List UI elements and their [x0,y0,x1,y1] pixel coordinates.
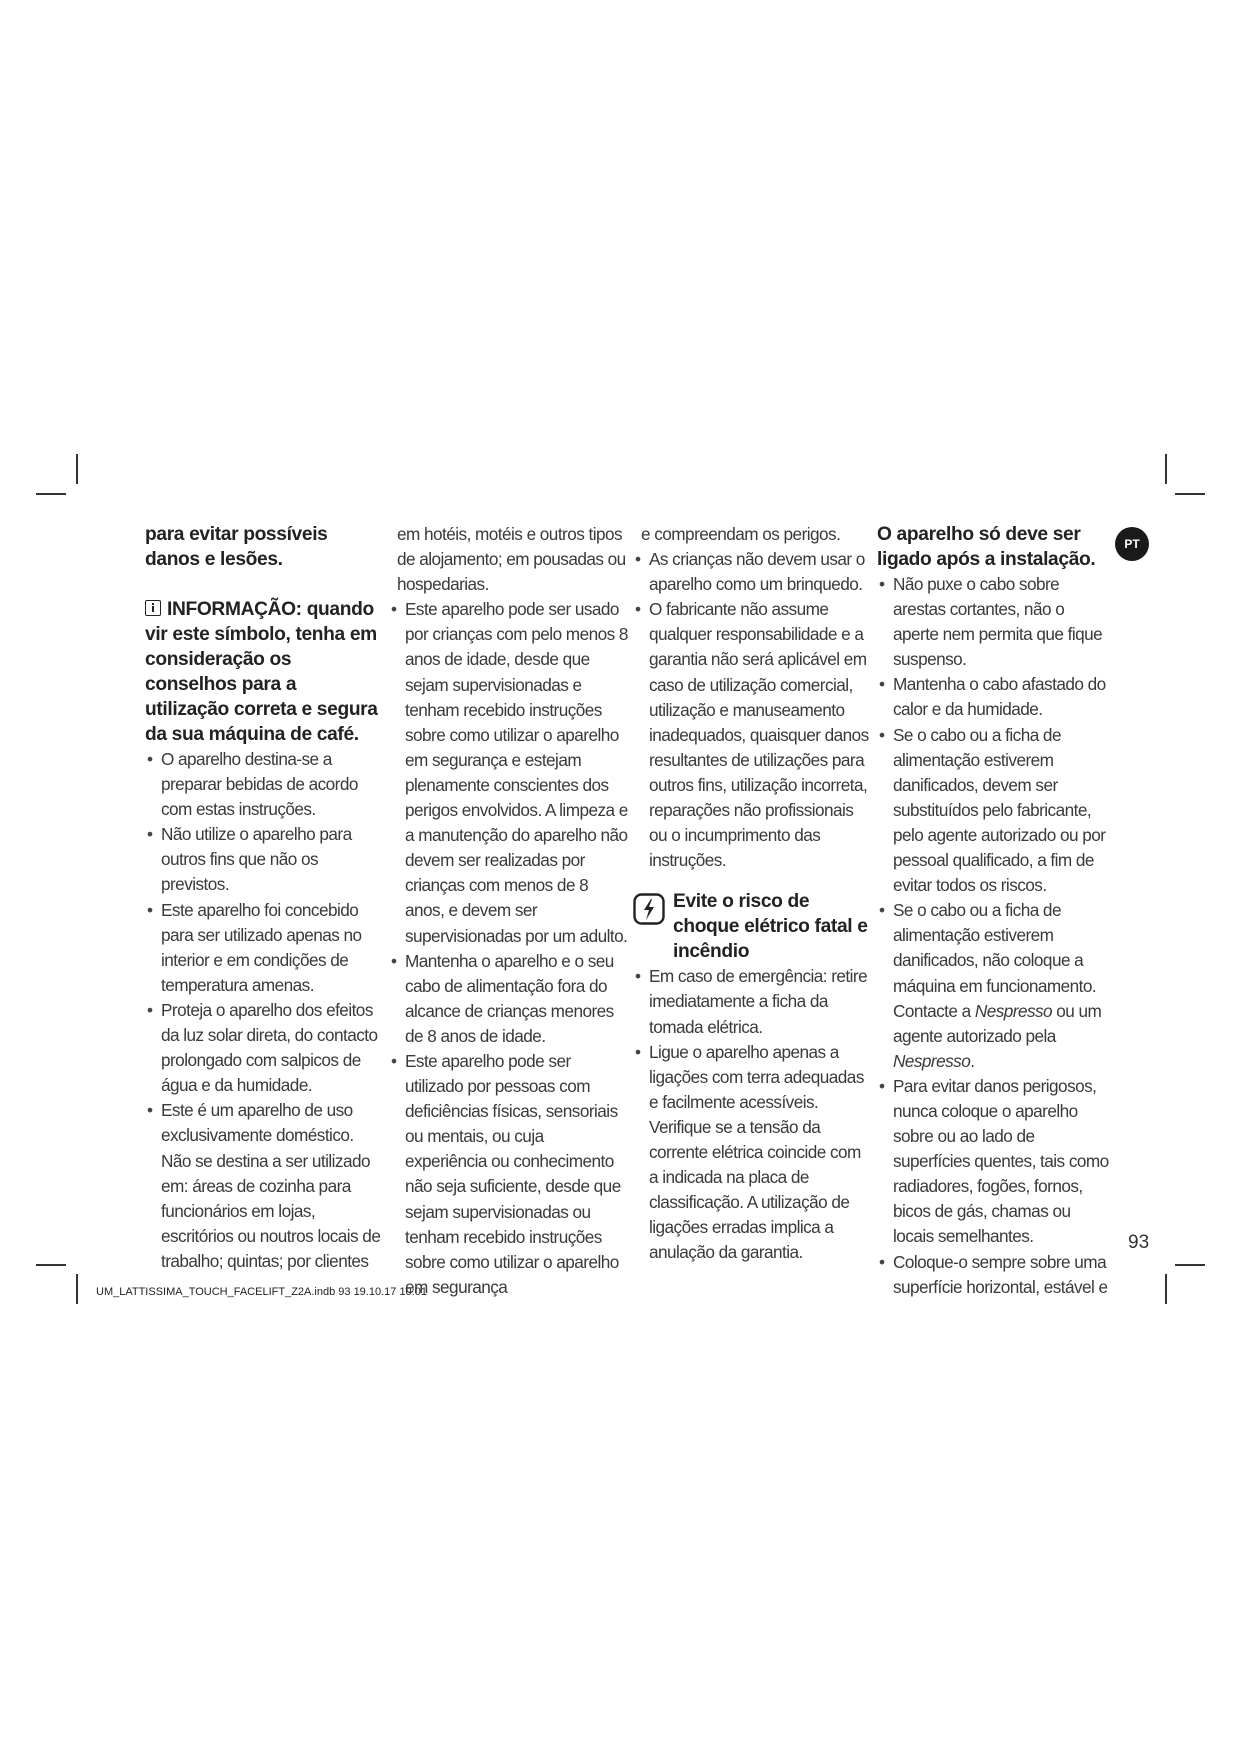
list-item: • Coloque-o sempre sobre uma superfície horizontal, estável e [877,1250,1113,1300]
crop-mark-bottom-left [76,1274,78,1304]
brand-name: Nespresso [893,1050,971,1071]
crop-mark-bottom-right [1165,1274,1167,1304]
brand-name: Nespresso [974,1000,1053,1021]
list-item: • Este aparelho pode ser utilizado por pessoas com deficiências físicas, sensoriais ou mentais, ou cuja experiência ou conhecimento não seja suficiente, desde que sejam supervisionadas ou tenham recebido instruções sobre como utilizar o aparelho em segurança [389,1049,629,1300]
list-item: • Este é um aparelho de uso exclusivamente doméstico. Não se destina a ser utilizado em: áreas de cozinha para funcionários em lojas, escritórios ou noutros locais de trabalho; quintas; por clientes [145,1098,383,1274]
crop-mark-top-left-h [36,493,66,495]
list-item: • O aparelho destina-se a preparar bebidas de acordo com estas instruções. [145,747,383,822]
column-2 [389,522,629,1300]
info-icon [145,600,161,616]
electric-shock-icon [633,893,665,925]
list-item: • Se o cabo ou a ficha de alimentação estiverem danificados, não coloque a máquina em funcionamento. Contacte a Nespresso ou um agente autorizado pela Nespresso. [877,898,1113,1074]
list-item: • Em caso de emergência: retire imediatamente a ficha da tomada elétrica. [633,964,871,1039]
list-item: • Mantenha o cabo afastado do calor e da humidade. [877,672,1113,722]
crop-mark-top-right-h [1175,493,1205,495]
list-item: • Ligue o aparelho apenas a ligações com terra adequadas e facilmente acessíveis. Verifique se a tensão da corrente elétrica coincide com a indicada na placa de classificação. A utilização de ligações erradas implica a anulação da garantia. [633,1040,871,1266]
column-3 [633,522,871,1265]
installation-heading: O aparelho só deve ser ligado após a instalação. [877,524,1096,570]
continuation-text: em hotéis, motéis e outros tipos de alojamento; em pousadas ou hospedarias. [397,524,626,595]
list-item: • Para evitar danos perigosos, nunca coloque o aparelho sobre ou ao lado de superfícies quentes, tais como radiadores, fogões, fornos, bicos de gás, chamas ou locais semelhantes. [877,1074,1113,1250]
list-item: • Se o cabo ou a ficha de alimentação estiverem danificados, devem ser substituídos pelo fabricante, pelo agente autorizado ou por pessoal qualificado, a fim de evitar todos os riscos. [877,723,1113,899]
crop-mark-bottom-left-h [36,1264,66,1266]
list-item: • Este aparelho pode ser usado por crianças com pelo menos 8 anos de idade, desde que sejam supervisionadas e tenham recebido instruções sobre como utilizar o aparelho em segurança e estejam plenamente conscientes dos perigos envolvidos. A limpeza e a manutenção do aparelho não devem ser realizadas por crianças com menos de 8 anos, e devem ser supervisionadas por um adulto. [389,597,629,948]
crop-mark-bottom-right-h [1175,1264,1205,1266]
continuation-text: e compreendam os perigos. [641,524,841,544]
column-1 [145,522,383,1274]
list-item: • Não puxe o cabo sobre arestas cortantes, não o aperte nem permita que fique suspenso. [877,572,1113,672]
info-heading: INFORMAÇÃO: quando vir este símbolo, tenha em consideração os conselhos para a utilização correta e segura da sua máquina de café. [145,599,378,745]
intro-heading: para evitar possíveis danos e lesões. [145,524,328,570]
page-number: 93 [1128,1232,1150,1253]
list-item: • Mantenha o aparelho e o seu cabo de alimentação fora do alcance de crianças menores de 8 anos de idade. [389,949,629,1049]
shock-warning-heading: Evite o risco de choque elétrico fatal e incêndio [633,889,871,964]
list-item: • Não utilize o aparelho para outros fins que não os previstos. [145,822,383,897]
crop-mark-top-left [76,454,78,484]
list-item: • Proteja o aparelho dos efeitos da luz solar direta, do contacto prolongado com salpicos de água e da humidade. [145,998,383,1098]
crop-mark-top-right [1165,454,1167,484]
list-item: • O fabricante não assume qualquer responsabilidade e a garantia não será aplicável em caso de utilização comercial, utilização e manuseamento inadequados, quaisquer danos resultantes de utilizações para outros fins, utilização incorreta, reparações não profissionais ou o incumprimento das instruções. [633,597,871,873]
language-badge: PT [1115,527,1149,561]
list-item: • Este aparelho foi concebido para ser utilizado apenas no interior e em condições de temperatura amenas. [145,898,383,998]
print-slug: UM_LATTISSIMA_TOUCH_FACELIFT_Z2A.indb 93 19.10.17 10:01 [96,1286,427,1298]
list-item: • As crianças não devem usar o aparelho como um brinquedo. [633,547,871,597]
column-4 [877,522,1113,1300]
